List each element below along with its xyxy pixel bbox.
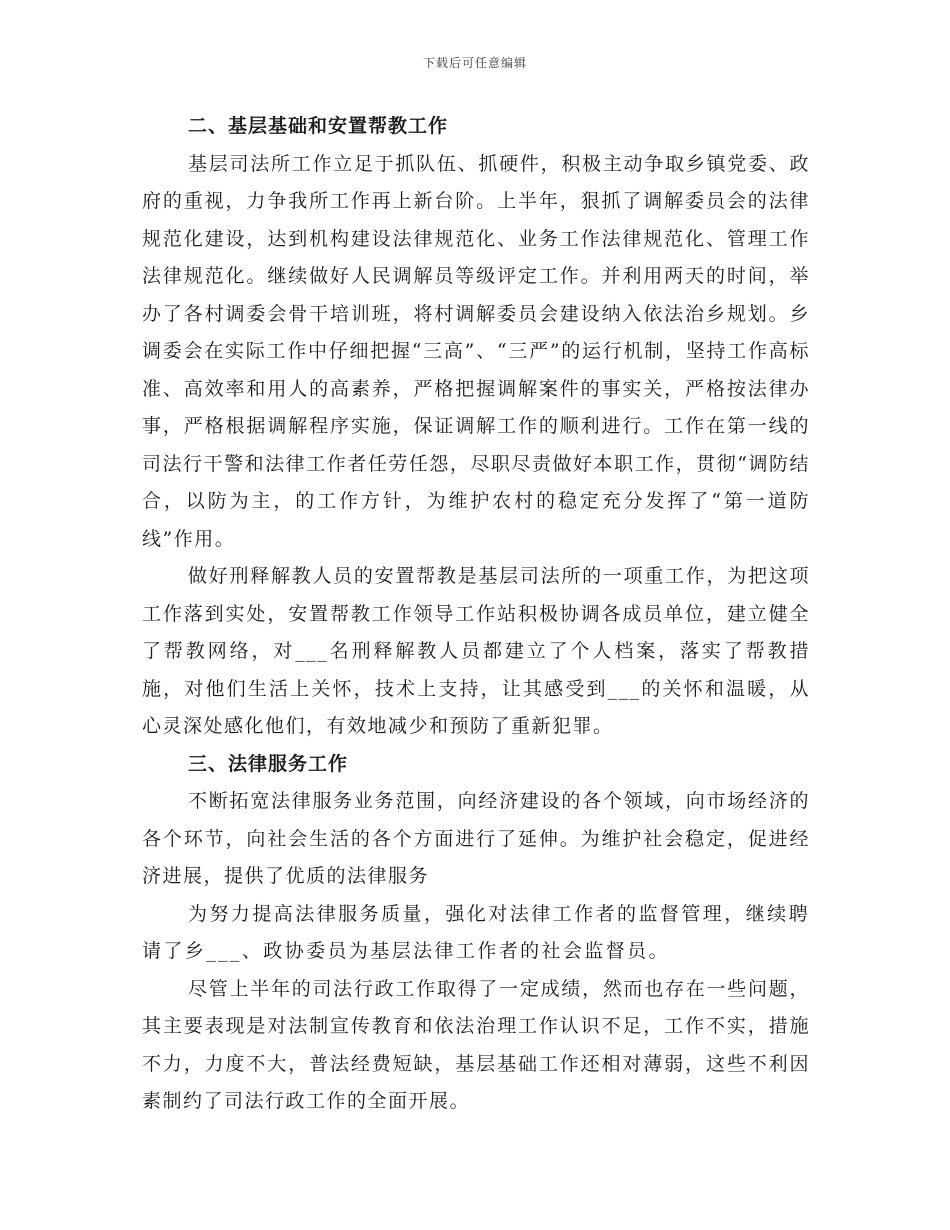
paragraph-legal-service-quality: 为努力提高法律服务质量，强化对法律工作者的监督管理，继续聘请了乡___、政协委员为基层法律工作者的社会监督员。 [142,902,810,962]
paragraph-grassroots-work: 基层司法所工作立足于抓队伍、抓硬件，积极主动争取乡镇党委、政府的重视，力争我所工作再上新台阶。上半年，狠抓了调解委员会的法律规范化建设，达到机构建设法律规范化、业务工作法律规范化、管理工作法律规范化。继续做好人民调解员等级评定工作。并利用两天的时间，举办了各村调委会骨干培训班，将村调解委员会建设纳入依法治乡规划。乡调委会在实际工作中仔细把握“三高”、“三严”的运行机制，坚持工作高标准、高效率和用人的高素养，严格把握调解案件的事实关，严格按法律办事，严格根据调解程序实施，保证调解工作的顺利进行。工作在第一线的司法行干警和法律工作者任劳任怨，尽职尽责做好本职工作，贯彻“调防结合，以防为主，的工作方针，为维护农村的稳定充分发挥了“第一道防线”作用。 [142,152,810,550]
section-heading-grassroots: 二、基层基础和安置帮教工作 [188,115,449,137]
paragraph-legal-service-scope: 不断拓宽法律服务业务范围，向经济建设的各个领域，向市场经济的各个环节，向社会生活的各个方面进行了延伸。为维护社会稳定，促进经济进展，提供了优质的法律服务 [142,790,810,887]
document-body [142,108,810,1121]
paragraph-problems-summary: 尽管上半年的司法行政工作取得了一定成绩，然而也存在一些问题，其主要表现是对法制宣传教育和依法治理工作认识不足，工作不实，措施不力，力度不大，普法经费短缺，基层基础工作还相对薄弱，这些不利因素制约了司法行政工作的全面开展。 [142,977,810,1112]
page-header: 下载后可任意编辑 [422,56,527,70]
paragraph-resettlement-work: 做好刑释解教人员的安置帮教是基层司法所的一项重工作，为把这项工作落到实处，安置帮教工作领导工作站积极协调各成员单位，建立健全了帮教网络，对___名刑释解教人员都建立了个人档案，落实了帮教措施，对他们生活上关怀，技术上支持，让其感受到___的关怀和温暖，从心灵深处感化他们，有效地减少和预防了重新犯罪。 [142,565,810,737]
section-heading-legal-services: 三、法律服务工作 [188,752,349,775]
